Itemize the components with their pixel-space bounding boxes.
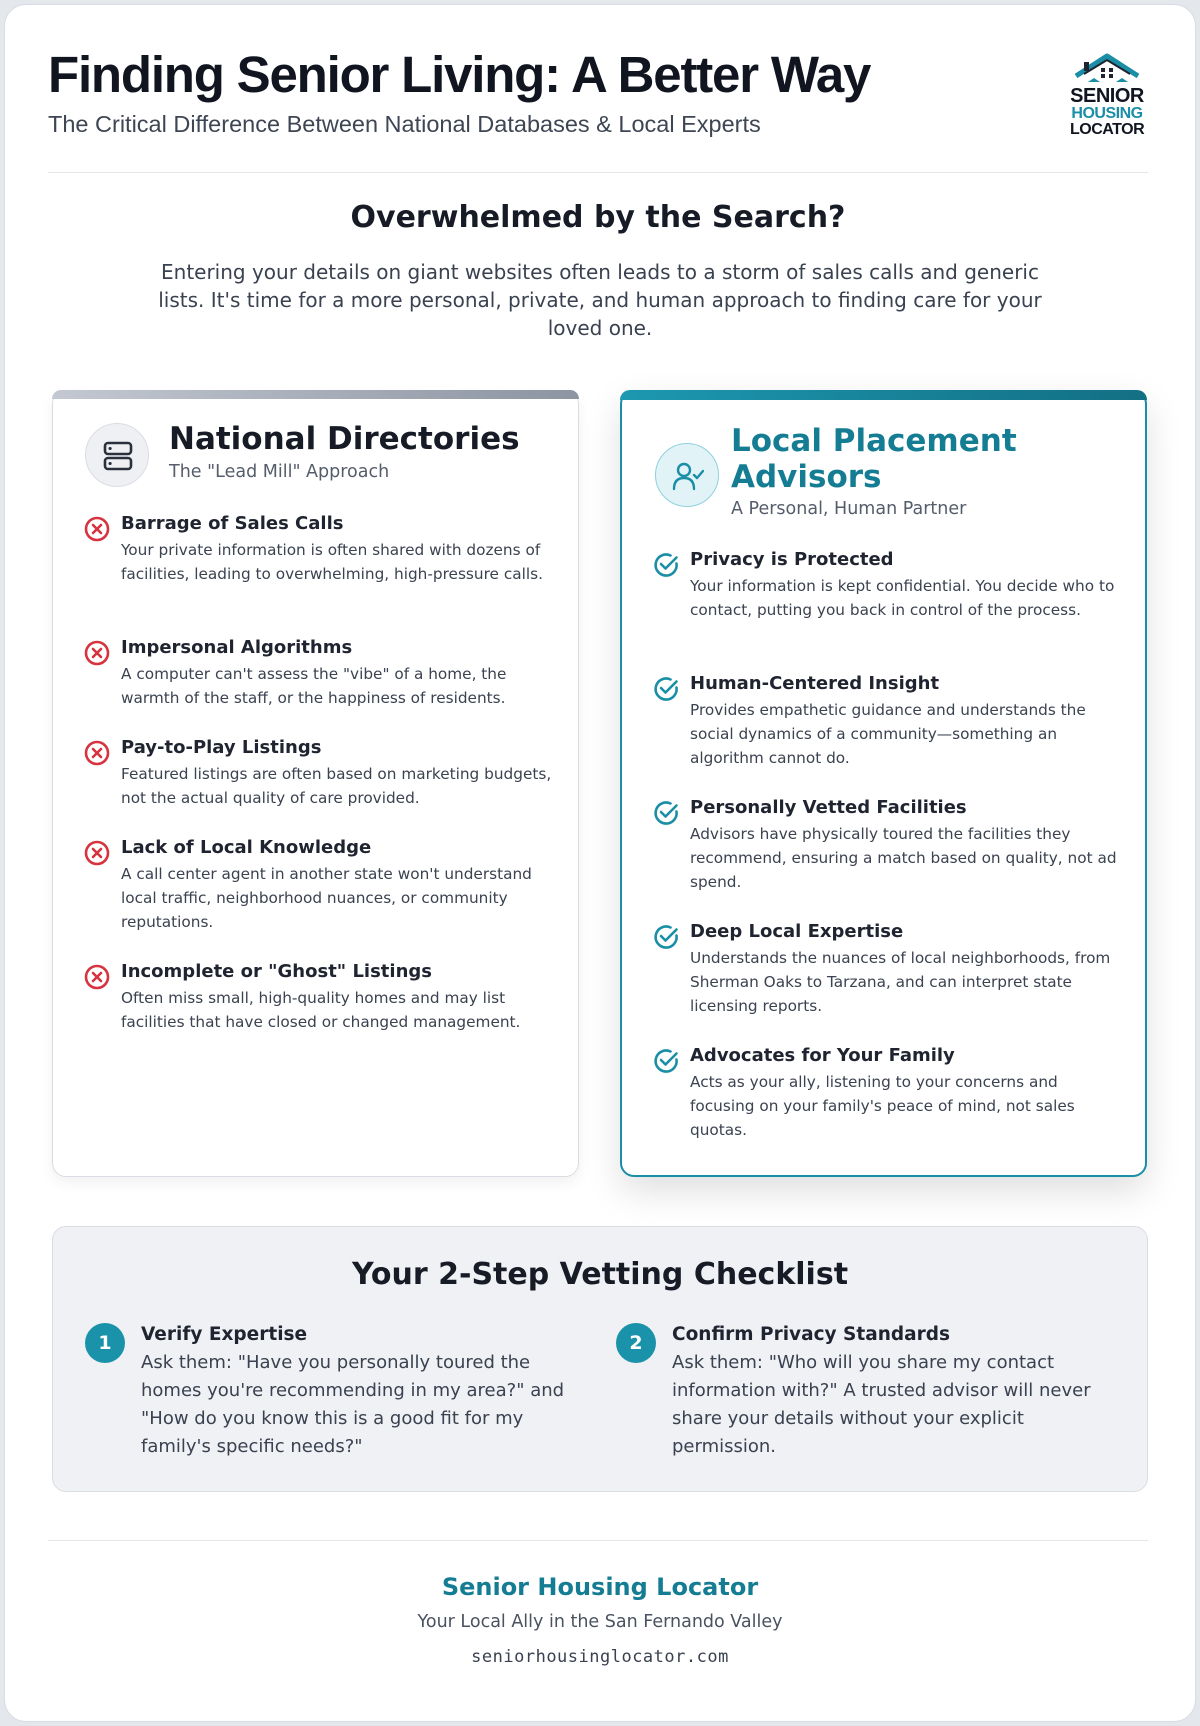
local-icon-circle [655,443,719,507]
item-title: Pay-to-Play Listings [121,737,322,758]
check-circle-icon [652,675,680,703]
footer-tagline: Your Local Ally in the San Fernando Valley [417,1612,783,1632]
check-circle-icon [652,799,680,827]
step-number-badge: 2 [616,1323,656,1363]
footer-divider [48,1540,1148,1541]
national-card-subtitle: The "Lead Mill" Approach [169,462,390,482]
user-check-icon [672,460,704,492]
logo-text-senior: SENIOR [1070,85,1144,107]
local-card-subtitle: A Personal, Human Partner [731,499,967,519]
item-text: Advisors have physically toured the facilities they recommend, ensuring a match based on quality, not ad spend. [690,825,1117,891]
footer-website-link[interactable]: seniorhousinglocator.com [471,1647,729,1667]
item-text: Your information is kept confidential. You decide who to contact, putting you back in control of the process. [690,577,1115,619]
item-text: Understands the nuances of local neighborhoods, from Sherman Oaks to Tarzana, and can interpret state licensing reports. [690,949,1111,1015]
step-number-badge: 1 [85,1323,125,1363]
item-title: Personally Vetted Facilities [690,797,967,818]
header-divider [48,172,1148,173]
item-text: Acts as your ally, listening to your concerns and focusing on your family's peace of mind, not sales quotas. [690,1073,1075,1139]
logo-text-locator: LOCATOR [1070,121,1145,138]
server-database-icon [102,440,134,472]
senior-housing-locator-logo [1070,56,1144,138]
x-circle-icon [83,515,111,543]
item-title: Lack of Local Knowledge [121,837,372,858]
x-circle-icon [83,963,111,991]
item-title: Advocates for Your Family [690,1045,955,1066]
item-text: Often miss small, high-quality homes and may list facilities that have closed or changed management. [121,989,521,1031]
intro-title: Overwhelmed by the Search? [350,200,846,235]
local-advisors-card [620,390,1147,1177]
item-text: Your private information is often shared with dozens of facilities, leading to overwhelming, high-pressure calls. [121,541,543,583]
step-text: Ask them: "Who will you share my contact information with?" A trusted advisor will never share your details without your explicit permission. [672,1352,1091,1457]
item-text: Provides empathetic guidance and understands the social dynamics of a community—something an algorithm cannot do. [690,701,1086,767]
vetting-checklist [52,1226,1148,1492]
item-text: A call center agent in another state won't understand local traffic, neighborhood nuances, or community reputations. [121,865,532,931]
card-accent-bar [620,390,1147,400]
item-title: Barrage of Sales Calls [121,513,344,534]
x-circle-icon [83,739,111,767]
checklist-title: Your 2-Step Vetting Checklist [351,1257,849,1292]
check-circle-icon [652,551,680,579]
national-icon-circle [85,423,149,487]
item-title: Human-Centered Insight [690,673,940,694]
check-circle-icon [652,923,680,951]
step-title: Confirm Privacy Standards [672,1324,950,1345]
item-title: Impersonal Algorithms [121,637,353,658]
item-text: A computer can't assess the "vibe" of a home, the warmth of the staff, or the happiness of residents. [121,665,507,707]
house-roof-logo-icon [1070,52,1144,86]
x-circle-icon [83,639,111,667]
item-title: Deep Local Expertise [690,921,904,942]
local-card-title: Local Placement Advisors [731,423,1017,495]
check-circle-icon [652,1047,680,1075]
step-text: Ask them: "Have you personally toured the homes you're recommending in my area?" and "How do you know this is a good fit for my family's specific needs?" [141,1352,565,1457]
page-title: Finding Senior Living: A Better Way [48,46,871,103]
header [48,44,1148,144]
x-circle-icon [83,839,111,867]
card-accent-bar [52,390,579,399]
item-title: Incomplete or "Ghost" Listings [121,961,432,982]
item-text: Featured listings are often based on marketing budgets, not the actual quality of care provided. [121,765,552,807]
step-title: Verify Expertise [141,1324,308,1345]
national-card-title: National Directories [169,421,520,457]
national-directories-card [52,390,579,1177]
footer-brand-name: Senior Housing Locator [441,1573,759,1601]
intro-text: Entering your details on giant websites often leads to a storm of sales calls and generic lists. It's time for a more personal, private, and human approach to finding care for your loved one. [158,260,1042,340]
logo-text-housing: HOUSING [1071,105,1143,122]
item-title: Privacy is Protected [690,549,894,570]
page-subtitle: The Critical Difference Between National Databases & Local Experts [48,111,761,137]
